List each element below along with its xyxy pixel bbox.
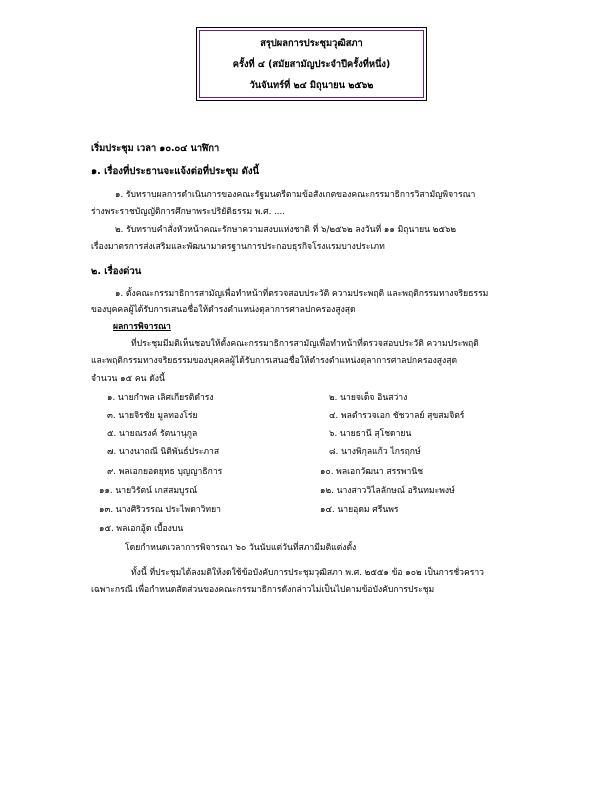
member-item: ๑๔. นายอุดม ศรีนพร	[320, 505, 399, 515]
section-1-item-1-line-1: ๑. รับทราบผลการดำเนินการของคณะรัฐมนตรีตามข้อสังเกตของคณะกรรมาธิการวิสามัญพิจารณา	[115, 190, 476, 200]
result-line-3: จำนวน ๑๕ คน ดังนี้	[91, 374, 165, 384]
result-line-1: ที่ประชุมมีมติเห็นชอบให้ตั้งคณะกรรมาธิการสามัญเพื่อทำหน้าที่ตรวจสอบประวัติ ความประพฤติ	[131, 339, 479, 349]
section-1-item-1-line-2: ร่างพระราชบัญญัติการศึกษาพระปริยัติธรรม พ.ศ. ....	[91, 207, 285, 217]
section-2-item-1-line-2: ของบุคคลผู้ได้รับการเสนอชื่อให้ดำรงตำแหน่งตุลาการศาลปกครองสูงสุด	[91, 305, 356, 315]
member-item: ๑๒. นางสาววิไลลักษณ์ อรินทมะพงษ์	[320, 486, 455, 496]
member-item: ๒. นายจเด็จ อินสว่าง	[329, 393, 408, 403]
section-1-heading: ๑. เรื่องที่ประธานจะแจ้งต่อที่ประชุม ดังนี้	[91, 166, 260, 177]
member-item: ๑๐. พลเอกวัฒนา สรรพานิช	[320, 467, 424, 477]
member-item: ๑๑. นายวิรัตน์ เกสสมบูรณ์	[99, 486, 198, 496]
member-item: ๖. นายธานี สุโชดายน	[329, 429, 412, 439]
closing-line-1: ทั้งนี้ ที่ประชุมได้ลงมติให้งดใช้ข้อบังคับการประชุมวุฒิสภา พ.ศ. ๒๕๕๑ ข้อ ๑๐๒ เป็นการชั่วคราว	[131, 568, 484, 578]
member-item: ๑. นายกำพล เลิศเกียรติดำรง	[107, 393, 214, 403]
section-2-item-1-line-1: ๑. ตั้งคณะกรรมาธิการสามัญเพื่อทำหน้าที่ตรวจสอบประวัติ ความประพฤติ และพฤติกรรมทางจริยธรรม	[115, 289, 489, 299]
result-label: ผลการพิจารณา	[113, 322, 171, 332]
member-item: ๓. นายจิรชัย มูลทองโร่ย	[107, 411, 198, 421]
result-line-2: และพฤติกรรมทางจริยธรรมของบุคคลผู้ได้รับการเสนอชื่อให้ดำรงตำแหน่งตุลาการศาลปกครองสูงสุด	[91, 356, 458, 366]
member-item: ๘. นางพิกุลแก้ว ไกรฤกษ์	[329, 447, 421, 457]
timeframe-note: โดยกำหนดเวลาการพิจารณา ๖๐ วันนับแต่วันที่สภามีมติแต่งตั้ง	[125, 543, 357, 553]
closing-line-2: เฉพาะกรณี เพื่อกำหนดสัดส่วนของคณะกรรมาธิการดังกล่าวไม่เป็นไปตามข้อบังคับการประชุม	[91, 585, 435, 595]
section-1-item-2-line-2: เรื่องมาตรการส่งเสริมและพัฒนามาตรฐานการประกอบธุรกิจโรงแรมบางประเภท	[91, 242, 385, 252]
section-2-heading: ๒. เรื่องด่วน	[91, 266, 142, 277]
member-item: ๕. นายณรงค์ รัตนานุกูล	[107, 429, 198, 439]
member-item: ๗. นางนาถณี นิติพันธ์ประภาส	[107, 447, 220, 457]
meeting-start: เริ่มประชุม เวลา ๑๐.๐๔ นาฬิกา	[91, 143, 220, 154]
member-item: ๑๕. พลเอกอู้ด เบื้องบน	[99, 524, 184, 534]
member-item: ๙. พลเอกยอดยุทธ บุญญาธิการ	[107, 467, 223, 477]
title-line-3: วันจันทร์ที่ ๒๔ มิถุนายน ๒๕๖๒	[249, 80, 374, 91]
member-item: ๔. พลตำรวจเอก ชัชวาลย์ สุขสมจิตร์	[329, 411, 465, 421]
section-1-item-2-line-1: ๒. รับทราบคำสั่งหัวหน้าคณะรักษาความสงบแห่งชาติ ที่ ๖/๒๕๖๒ ลงวันที่ ๑๑ มิถุนายน ๒๕๖๒	[115, 225, 457, 235]
title-line-2: ครั้งที่ ๔ (สมัยสามัญประจำปีครั้งที่หนึ่ง)	[232, 59, 391, 70]
title-line-1: สรุปผลการประชุมวุฒิสภา	[260, 38, 363, 49]
member-item: ๑๓. นางศิริวรรณ ประไพดาวิทยา	[99, 505, 221, 515]
title-box	[196, 27, 427, 101]
